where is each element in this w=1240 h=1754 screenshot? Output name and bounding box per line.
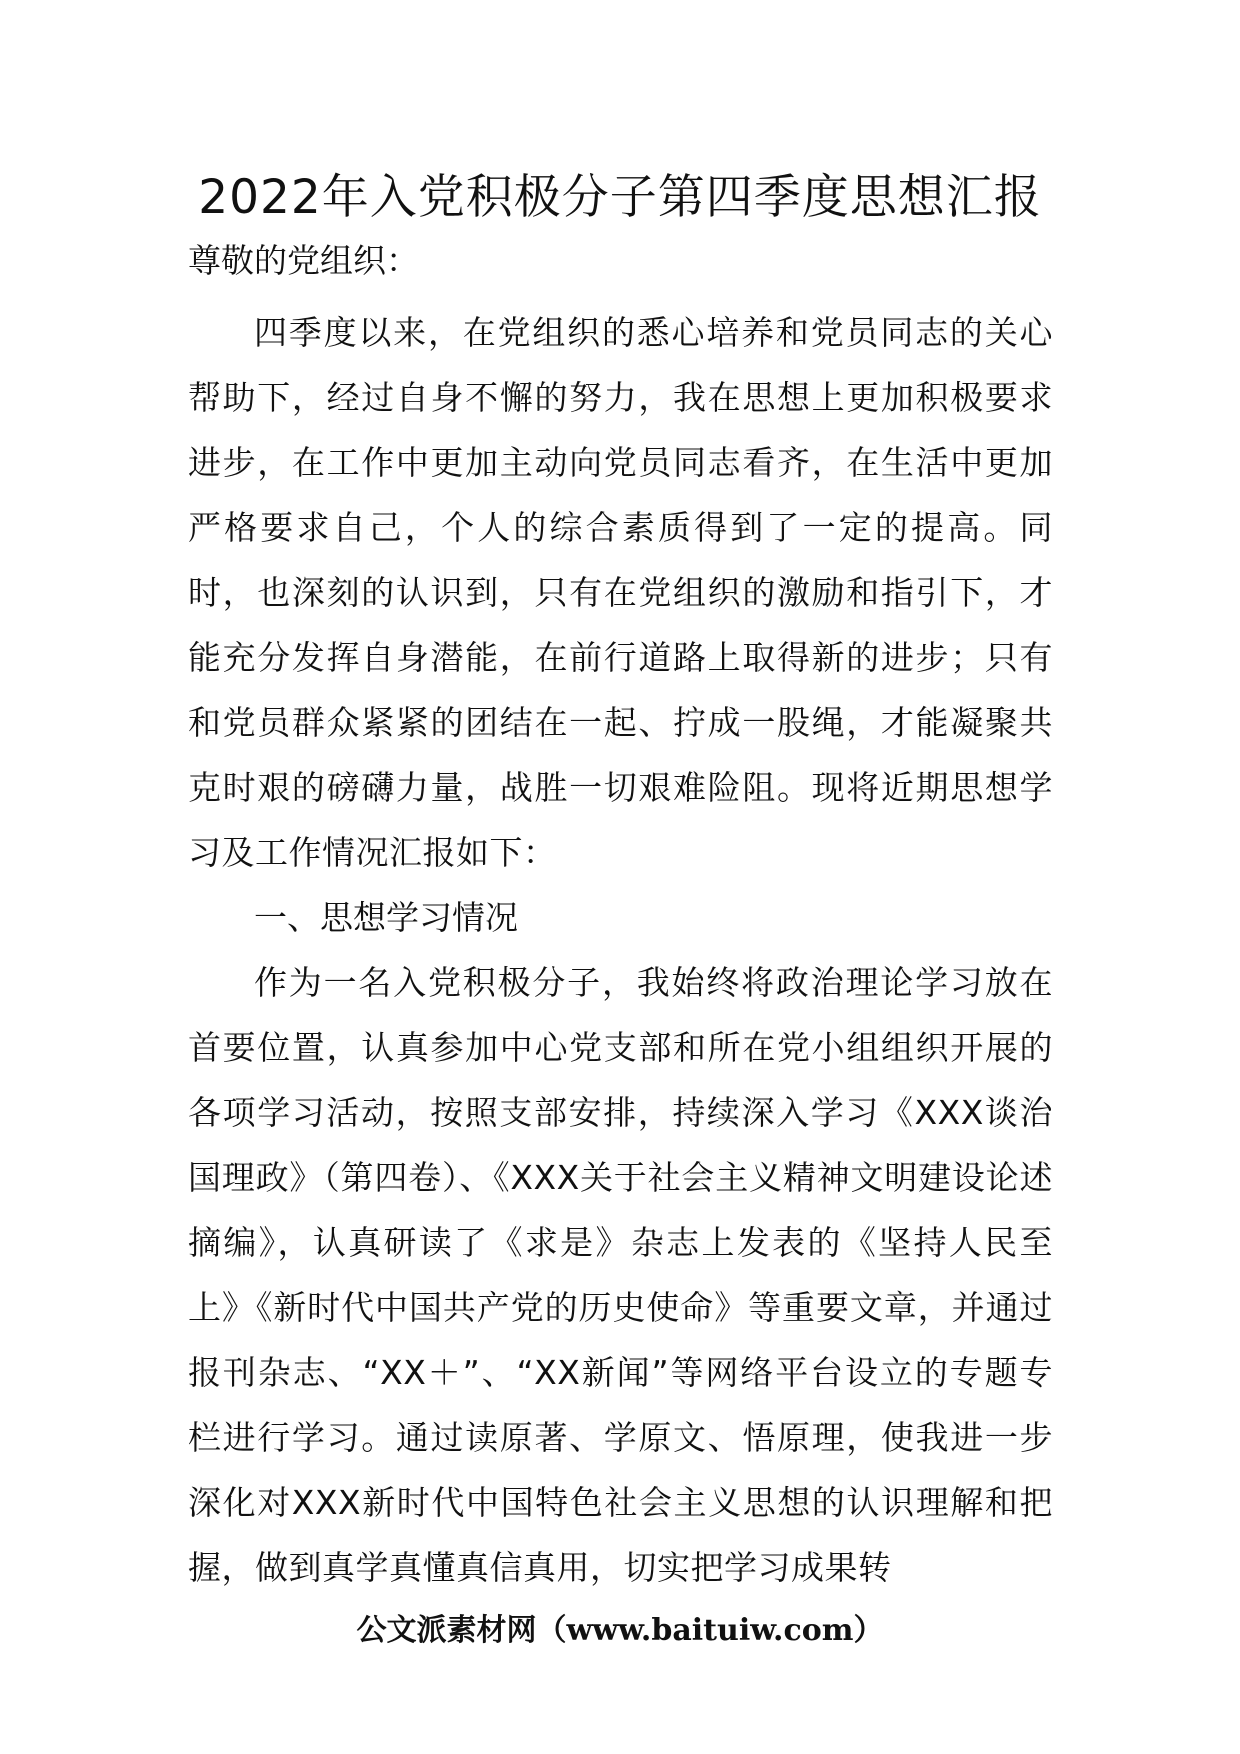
paragraph-intro: 四季度以来，在党组织的悉心培养和党员同志的关心帮助下，经过自身不懈的努力，我在思想上更加积极要求进步，在工作中更加主动向党员同志看齐，在生活中更加严格要求自己，个人的综合素质得到了一定的提高。同时，也深刻的认识到，只有在党组织的激励和指引下，才能充分发挥自身潜能，在前行道路上取得新的进步；只有和党员群众紧紧的团结在一起、拧成一股绳，才能凝聚共克时艰的磅礴力量，战胜一切艰难险阻。现将近期思想学习及工作情况汇报如下： [188, 313, 1053, 872]
salutation: 尊敬的党组织： [188, 241, 419, 280]
section-heading-study: 一、思想学习情况 [254, 898, 518, 937]
footer-watermark: 公文派素材网（www.baituiw.com） [356, 1613, 884, 1648]
document-title: 2022年入党积极分子第四季度思想汇报 [198, 170, 1042, 225]
document-body [188, 236, 1053, 1600]
paragraph-study: 作为一名入党积极分子，我始终将政治理论学习放在首要位置，认真参加中心党支部和所在党小组组织开展的各项学习活动，按照支部安排，持续深入学习《XXX谈治国理政》（第四卷）、《XXX关于社会主义精神文明建设论述摘编》，认真研读了《求是》杂志上发表的《坚持人民至上》《新时代中国共产党的历史使命》等重要文章，并通过报刊杂志、“XX＋”、“XX新闻”等网络平台设立的专题专栏进行学习。通过读原著、学原文、悟原理，使我进一步深化对XXX新时代中国特色社会主义思想的认识理解和把握，做到真学真懂真信真用，切实把学习成果转 [188, 963, 1053, 1587]
